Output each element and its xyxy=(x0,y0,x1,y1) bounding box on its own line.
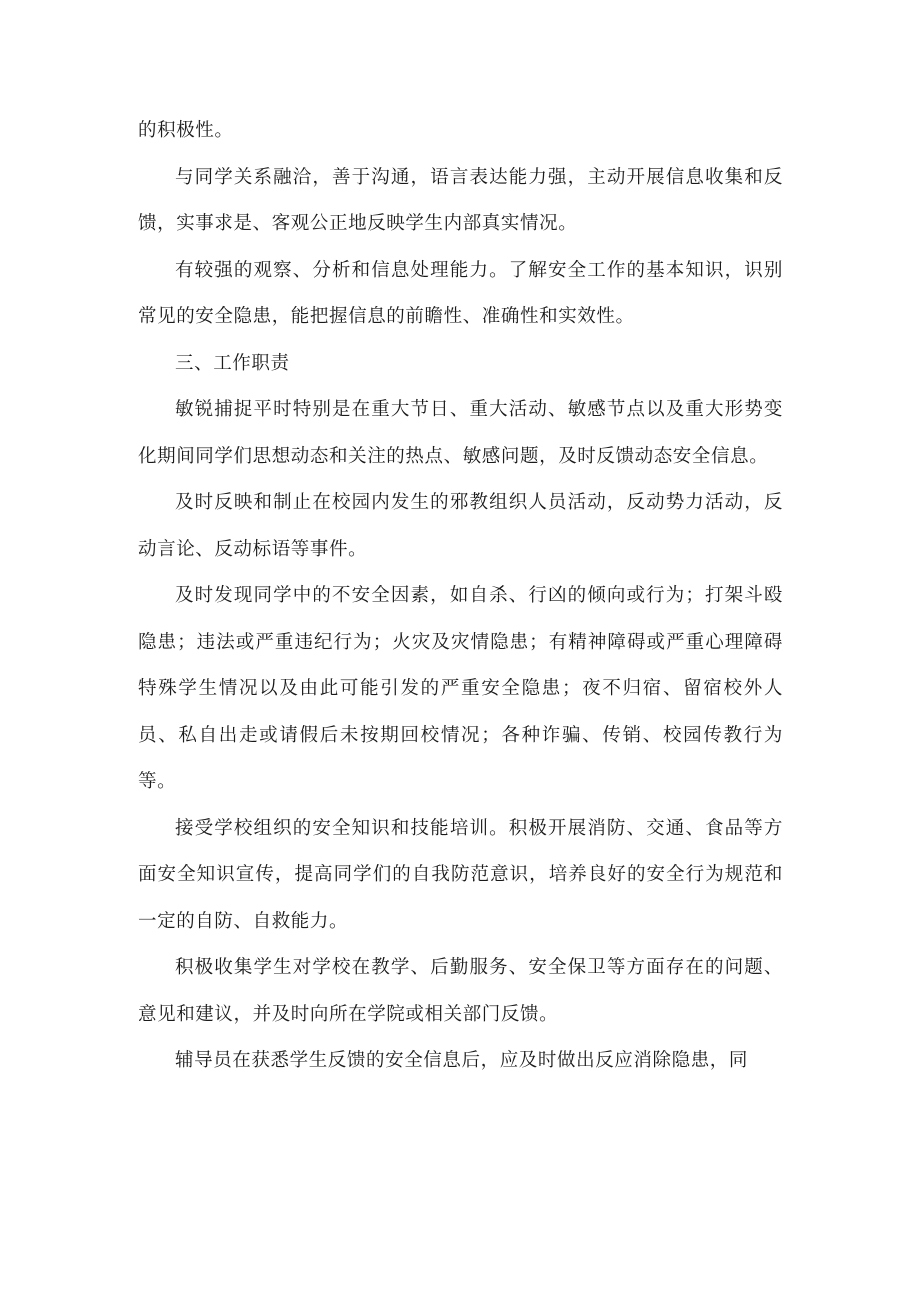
paragraph-9: 积极收集学生对学校在教学、后勤服务、安全保卫等方面存在的问题、意见和建议，并及时向所在学院或相关部门反馈。 xyxy=(138,957,783,1025)
paragraph-3: 有较强的观察、分析和信息处理能力。了解安全工作的基本知识，识别常见的安全隐患，能把握信息的前瞻性、准确性和实效性。 xyxy=(138,259,783,327)
paragraph-1: 的积极性。 xyxy=(138,120,234,141)
paragraph-6: 及时反映和制止在校园内发生的邪教组织人员活动，反动势力活动，反动言论、反动标语等事件。 xyxy=(138,492,783,560)
paragraph-5: 敏锐捕捉平时特别是在重大节日、重大活动、敏感节点以及重大形势变化期间同学们思想动态和关注的热点、敏感问题，及时反馈动态安全信息。 xyxy=(138,399,783,467)
section-heading: 三、工作职责 xyxy=(175,352,290,374)
paragraph-2: 与同学关系融洽，善于沟通，语言表达能力强，主动开展信息收集和反馈，实事求是、客观公正地反映学生内部真实情况。 xyxy=(138,166,783,234)
paragraph-10: 辅导员在获悉学生反馈的安全信息后，应及时做出反应消除隐患，同 xyxy=(175,1050,749,1071)
paragraph-8: 接受学校组织的安全知识和技能培训。积极开展消防、交通、食品等方面安全知识宣传，提高同学们的自我防范意识，培养良好的安全行为规范和一定的自防、自救能力。 xyxy=(138,817,783,932)
document-body xyxy=(138,108,783,1085)
paragraph-7: 及时发现同学中的不安全因素，如自杀、行凶的倾向或行为；打架斗殴隐患；违法或严重违纪行为；火灾及灾情隐患；有精神障碍或严重心理障碍特殊学生情况以及由此可能引发的严重安全隐患；夜不归宿、留宿校外人员、私自出走或请假后未按期回校情况；各种诈骗、传销、校园传教行为等。 xyxy=(138,585,783,792)
